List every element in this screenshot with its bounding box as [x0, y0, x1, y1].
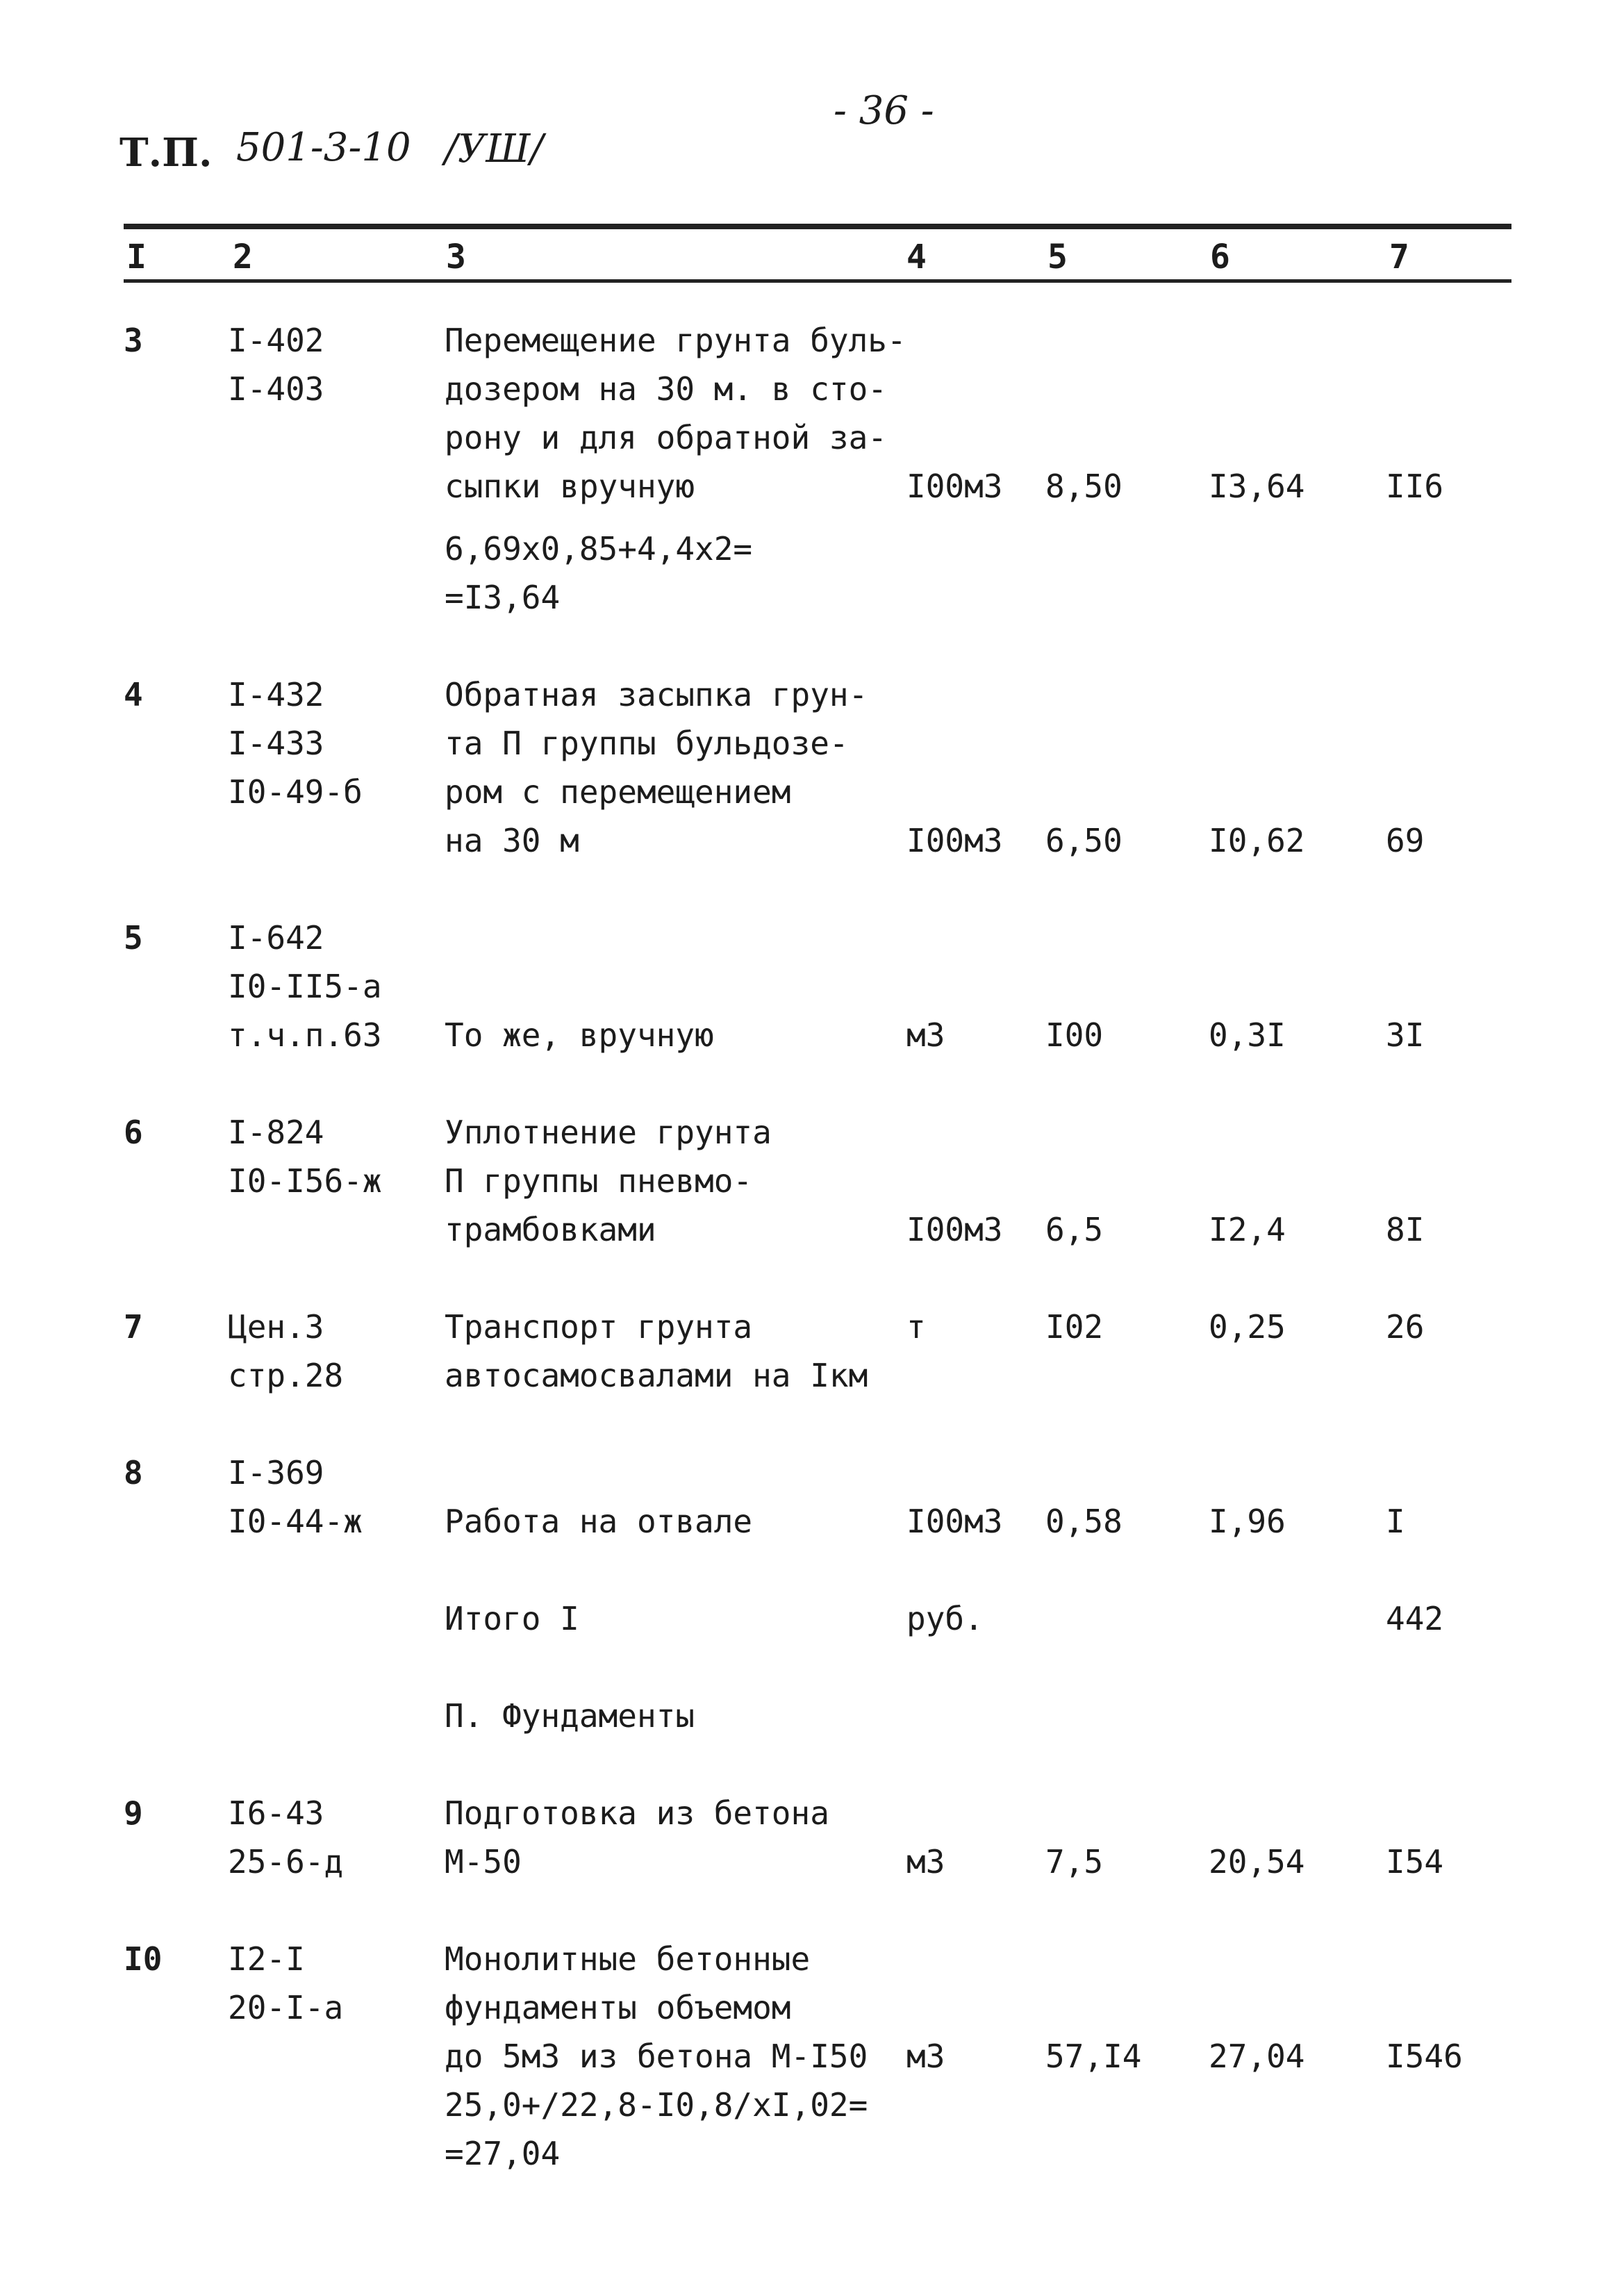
row-code: I-369 I0-44-ж [228, 1454, 363, 1540]
column-header-1: I [126, 238, 147, 276]
row-total: 3I [1386, 1016, 1425, 1054]
row-number: 3 [124, 322, 143, 359]
table-header-rule [124, 279, 1511, 283]
page-number: - 36 - [834, 88, 934, 133]
row-code: I-432 I-433 I0-49-б [228, 676, 363, 811]
row-description: Монолитные бетонные фундаменты объемом до 5м3 из бетона М-I50 [445, 1940, 868, 2075]
row-unit: I00м3 [906, 1503, 1003, 1540]
subtotal-label: Итого I [445, 1600, 579, 1637]
row-total: 69 [1386, 822, 1425, 859]
table-top-rule [124, 224, 1511, 229]
row-description: Обратная засыпка грун- та П группы бульдозе- ром с перемещением на 30 м [445, 676, 868, 859]
row-code: I2-I 20-I-а [228, 1940, 344, 2026]
row-description: Перемещение грунта буль- дозером на 30 м. в сто- рону и для обратной за- сыпки вручную [445, 322, 906, 505]
document-section: /УШ/ [445, 126, 544, 172]
row-code: I-824 I0-I56-ж [228, 1114, 382, 1200]
subtotal-total: 442 [1386, 1600, 1444, 1637]
row-price: I,96 [1209, 1503, 1286, 1540]
row-description: Подготовка из бетона М-50 [445, 1794, 829, 1881]
row-quantity: 7,5 [1045, 1843, 1104, 1881]
row-price: I2,4 [1209, 1211, 1286, 1248]
subtotal-unit: руб. [906, 1600, 984, 1637]
row-price: 0,25 [1209, 1308, 1286, 1346]
column-header-4: 4 [906, 238, 927, 276]
row-quantity: 6,50 [1045, 822, 1122, 859]
row-number: 7 [124, 1308, 143, 1346]
row-description: Транспорт грунта автосамосвалами на Iкм [445, 1308, 868, 1394]
row-price: 20,54 [1209, 1843, 1305, 1881]
row-total: I [1386, 1503, 1405, 1540]
row-total: I54 [1386, 1843, 1444, 1881]
row-unit: I00м3 [906, 1211, 1003, 1248]
row-calculation: 6,69x0,85+4,4x2= =I3,64 [445, 530, 753, 616]
row-number: 4 [124, 676, 143, 713]
column-header-6: 6 [1210, 238, 1230, 276]
row-unit: м3 [906, 1016, 945, 1054]
row-price: 27,04 [1209, 2038, 1305, 2075]
row-price: I3,64 [1209, 468, 1305, 505]
row-calculation: 25,0+/22,8-I0,8/xI,02= =27,04 [445, 2086, 868, 2172]
row-quantity: I02 [1045, 1308, 1104, 1346]
row-unit: I00м3 [906, 822, 1003, 859]
column-header-2: 2 [233, 238, 253, 276]
column-header-3: 3 [446, 238, 466, 276]
row-number: I0 [124, 1940, 163, 1978]
row-number: 5 [124, 919, 143, 957]
row-total: I546 [1386, 2038, 1463, 2075]
row-quantity: I00 [1045, 1016, 1104, 1054]
row-quantity: 0,58 [1045, 1503, 1122, 1540]
row-code: Цен.3 стр.28 [228, 1308, 344, 1394]
row-number: 9 [124, 1794, 143, 1832]
row-price: 0,3I [1209, 1016, 1286, 1054]
row-total: II6 [1386, 468, 1444, 505]
row-unit: I00м3 [906, 468, 1003, 505]
column-header-5: 5 [1047, 238, 1068, 276]
row-code: I-402 I-403 [228, 322, 324, 408]
row-unit: м3 [906, 2038, 945, 2075]
row-code: I6-43 25-6-д [228, 1794, 344, 1881]
document-number: 501-3-10 [236, 125, 411, 170]
row-total: 8I [1386, 1211, 1425, 1248]
row-number: 6 [124, 1114, 143, 1151]
document-label: Т.П. [119, 130, 213, 176]
row-quantity: 6,5 [1045, 1211, 1104, 1248]
row-unit: т [906, 1308, 926, 1346]
section-heading: П. Фундаменты [445, 1697, 695, 1735]
row-description: То же, вручную [445, 1016, 714, 1054]
row-price: I0,62 [1209, 822, 1305, 859]
column-header-7: 7 [1389, 238, 1409, 276]
row-quantity: 8,50 [1045, 468, 1122, 505]
row-unit: м3 [906, 1843, 945, 1881]
row-description: Работа на отвале [445, 1503, 753, 1540]
row-quantity: 57,I4 [1045, 2038, 1142, 2075]
row-number: 8 [124, 1454, 143, 1491]
row-total: 26 [1386, 1308, 1425, 1346]
row-description: Уплотнение грунта П группы пневмо- трамбовками [445, 1114, 772, 1248]
row-code: I-642 I0-II5-а т.ч.п.63 [228, 919, 382, 1054]
